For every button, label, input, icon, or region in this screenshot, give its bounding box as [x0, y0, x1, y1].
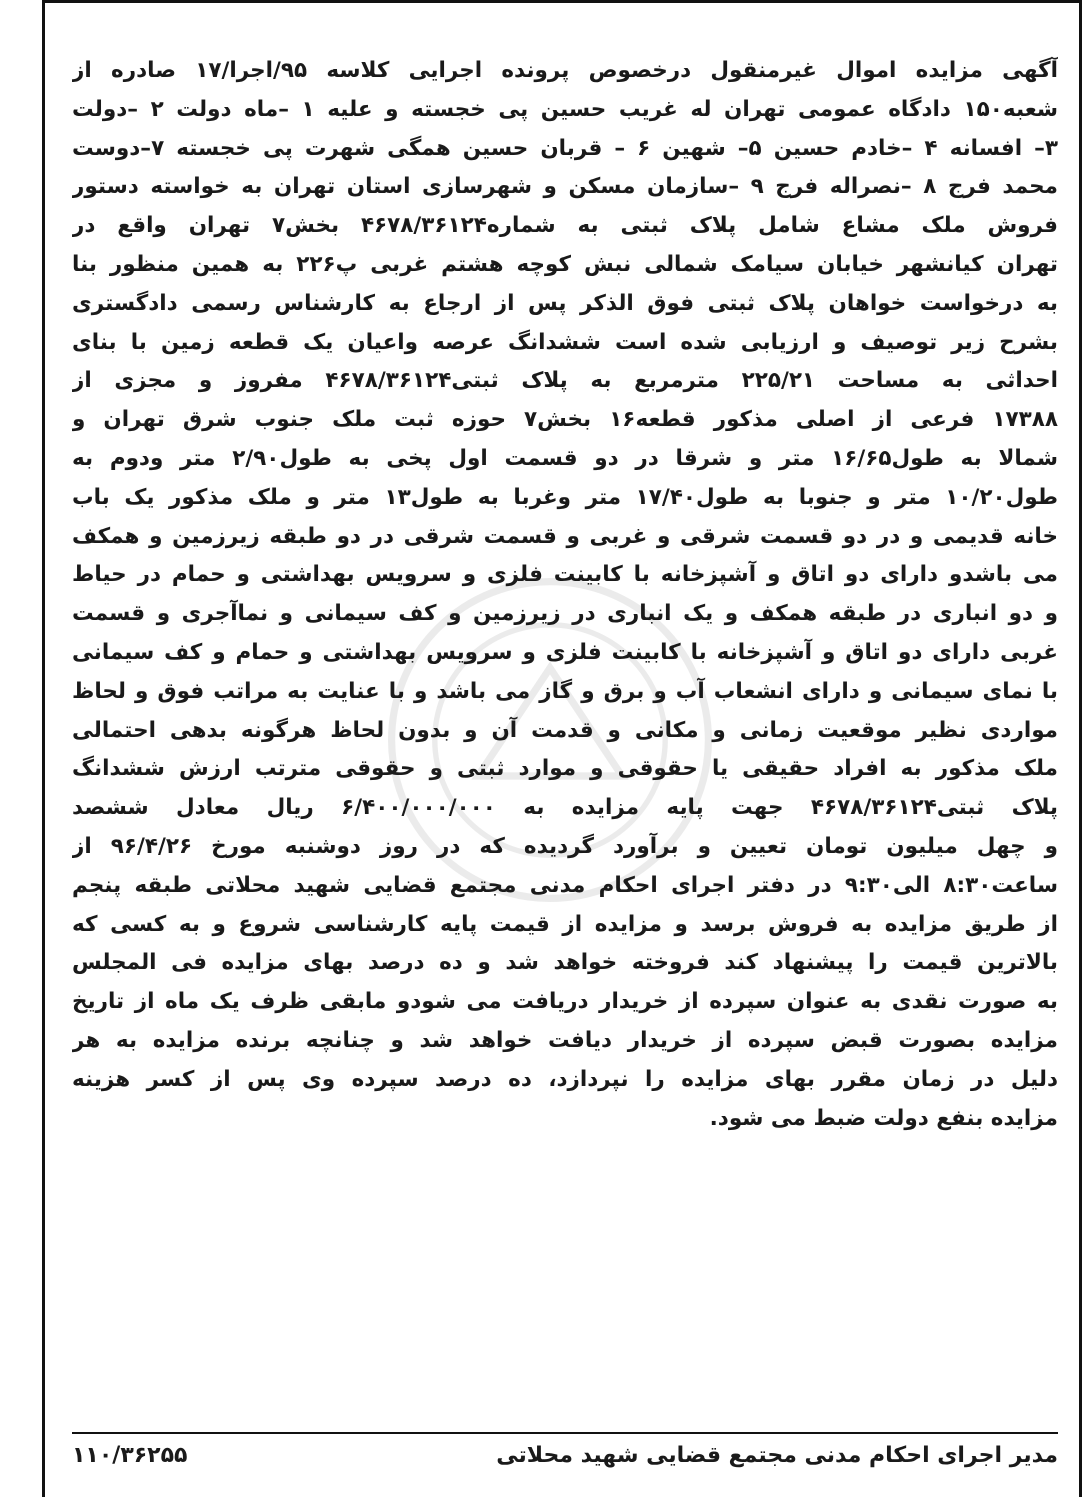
- notice-line: بشرح زیر توصیف و ارزیابی شده است ششدانگ عرصه واعیان یک قطعه زمین با بنای: [72, 329, 1058, 355]
- notice-line: تهران کیانشهر خیابان سیامک شمالی نبش کوچه هشتم غربی پ۲۲۶ به همین منظور بنا: [72, 251, 1058, 277]
- notice-code: ۱۱۰/۳۶۲۵۵: [72, 1443, 188, 1468]
- notice-line: غربی دارای دو اتاق و آشپزخانه با کابینت فلزی و سرویس بهداشتی و حمام و کف سیمانی: [72, 639, 1058, 665]
- notice-line: خانه قدیمی و در دو قسمت شرقی و غربی و قسمت شرقی در دو طبقه زیرزمین و همکف: [72, 523, 1058, 549]
- notice-line: ساعت۸:۳۰ الی۹:۳۰ در دفتر اجرای احکام مدنی مجتمع قضایی شهید محلاتی طبقه پنجم: [72, 872, 1058, 898]
- notice-line: فروش ملک مشاع شامل پلاک ثبتی به شماره۴۶۷۸/۳۶۱۲۴ بخش۷ تهران واقع در: [72, 213, 1058, 239]
- notice-line: مزایده بصورت قبض سپرده از خریدار دیافت خواهد شد و چنانچه برنده مزایده به هر: [72, 1027, 1058, 1053]
- notice-line: محمد فرج ۸ –نصراله فرج ۹ –سازمان مسکن و شهرسازی استان تهران به خواسته دستور: [72, 174, 1058, 200]
- signatory-title: مدیر اجرای احکام مدنی مجتمع قضایی شهید محلاتی: [496, 1443, 1058, 1468]
- notice-footer: [72, 1443, 1058, 1468]
- notice-line: شمالا به طول۱۶/۶۵ متر و شرقا در دو قسمت اول پخی به طول۲/۹۰ متر ودوم به: [72, 445, 1058, 471]
- notice-line: به صورت نقدی به عنوان سپرده از خریدار دریافت می شودو مابقی ظرف یک ماه از تاریخ: [72, 989, 1058, 1015]
- notice-line: دلیل در زمان مقرر بهای مزایده را نپردازد، ده درصد سپرده وی پس از کسر هزینه: [72, 1066, 1058, 1092]
- notice-line: طول۱۰/۲۰ متر و جنوبا به طول۱۷/۴۰ متر وغربا به طول۱۳ متر و ملک مذکور یک باب: [72, 484, 1058, 510]
- notice-line: بالاترین قیمت را پیشنهاد کند فروخته خواهد شد و ده درصد بهای مزایده فی المجلس: [72, 950, 1058, 976]
- notice-line: می باشدو دارای دو اتاق و آشپزخانه با کابینت فلزی و سرویس بهداشتی و حمام در حیاط: [72, 562, 1058, 588]
- notice-line: پلاک ثبتی۴۶۷۸/۳۶۱۲۴ جهت پایه مزایده به ۶/۴۰۰/۰۰۰/۰۰۰ ریال معادل ششصد: [72, 795, 1058, 821]
- notice-line: و چهل میلیون تومان تعیین و برآورد گردیده که در روز دوشنبه مورخ ۹۶/۴/۲۶ از: [72, 833, 1058, 859]
- footer-divider: [72, 1432, 1058, 1434]
- notice-line: آگهی مزایده اموال غیرمنقول درخصوص پرونده اجرایی کلاسه ۹۵/اجرا/۱۷ صادره از: [72, 58, 1058, 83]
- notice-line: از طریق مزایده به فروش برسد و مزایده از قیمت پایه کارشناسی شروع و به کسی که: [72, 911, 1058, 937]
- auction-notice-text: [72, 52, 1058, 1138]
- notice-line: شعبه۱۵۰ دادگاه عمومی تهران له غریب حسین پی خجسته و علیه ۱ –ماه دولت ۲ –دولت: [72, 96, 1058, 122]
- notice-line: با نمای سیمانی و دارای انشعاب آب و برق و گاز می باشد و با عنایت به مراتب فوق و لحاظ: [72, 678, 1058, 704]
- notice-line: به درخواست خواهان پلاک ثبتی فوق الذکر پس از ارجاع به کارشناس رسمی دادگستری: [72, 290, 1058, 316]
- notice-line: مواردی نظیر موقعیت زمانی و مکانی و قدمت آن و بدون لحاظ هرگونه بدهی احتمالی: [72, 717, 1058, 743]
- notice-line: احداثی به مساحت ۲۲۵/۲۱ مترمربع به پلاک ثبتی۴۶۷۸/۳۶۱۲۴ مفروز و مجزی از: [72, 368, 1058, 394]
- notice-line: ۱۷۳۸۸ فرعی از اصلی مذکور قطعه۱۶ بخش۷ حوزه ثبت ملک جنوب شرق تهران و: [72, 407, 1058, 433]
- notice-line: مزایده بنفع دولت ضبط می شود.: [709, 1105, 1058, 1131]
- notice-line: ۳– افسانه ۴ –خادم حسین ۵– شهین ۶ – قربان حسین همگی شهرت پی خجسته ۷–دوست: [72, 135, 1058, 161]
- notice-line: و دو انباری در طبقه همکف و یک انباری در زیرزمین و کف سیمانی و نماآجری و قسمت: [72, 601, 1058, 627]
- notice-line: ملک مذکور به افراد حقیقی یا حقوقی و موارد ثبتی و حقوقی مترتب ارزش ششدانگ: [72, 756, 1058, 782]
